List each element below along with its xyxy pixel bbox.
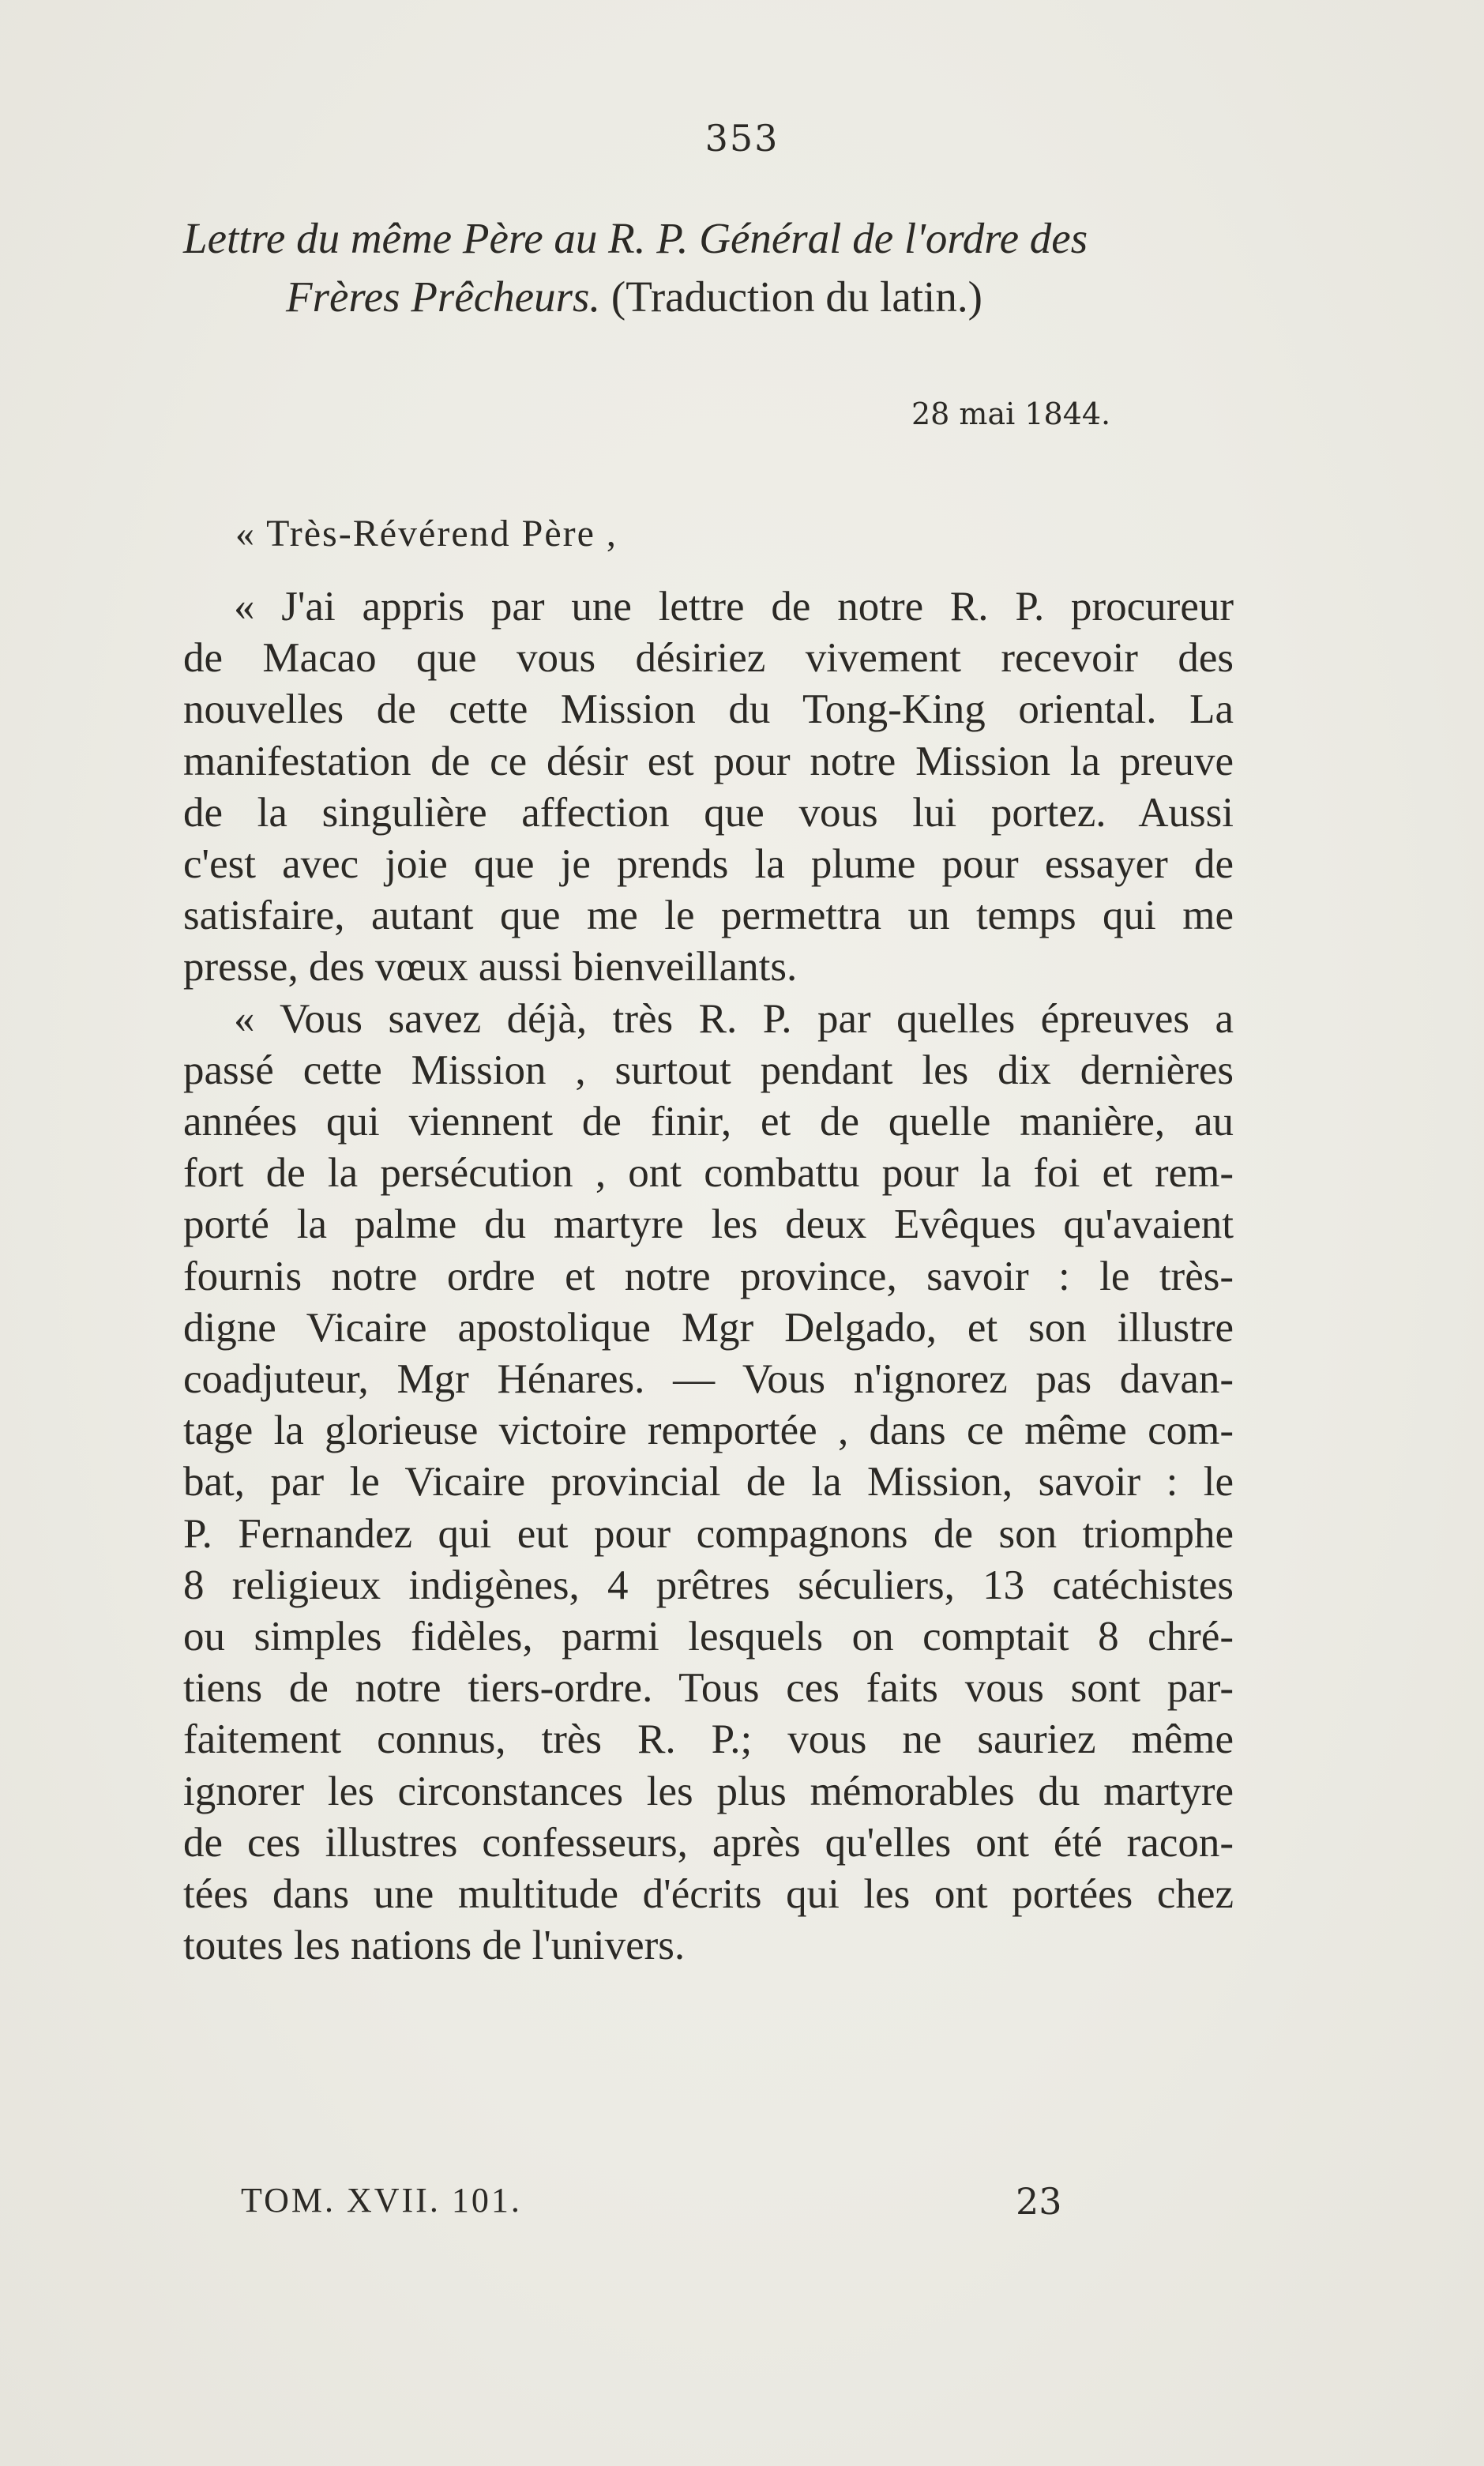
text-line: bat, par le Vicaire provincial de la Mission, savoir : le: [183, 1459, 1234, 1505]
text-line: ignorer les circonstances les plus mémorables du martyre: [183, 1769, 1234, 1814]
text-line: « Vous savez déjà, très R. P. par quelles épreuves a: [234, 996, 1234, 1042]
text-line: digne Vicaire apostolique Mgr Delgado, et son illustre: [183, 1305, 1234, 1351]
heading-italic-text: Lettre du même Père au R. P. Général de l'ordre des: [183, 214, 1088, 262]
text-line: « J'ai appris par une lettre de notre R. P. procureur: [234, 584, 1234, 630]
text-line: 8 religieux indigènes, 4 prêtres séculiers, 13 catéchistes: [183, 1562, 1234, 1608]
text-line: ou simples fidèles, parmi lesquels on comptait 8 chré-: [183, 1614, 1234, 1660]
text-line: manifestation de ce désir est pour notre Mission la preuve: [183, 739, 1234, 784]
text-line: porté la palme du martyre les deux Evêques qu'avaient: [183, 1201, 1234, 1247]
letter-date: 28 mai 1844.: [911, 397, 1111, 431]
text-line: c'est avec joie que je prends la plume pour essayer de: [183, 841, 1234, 887]
page-number: 353: [704, 117, 780, 160]
salutation: « Très-Révérend Père ,: [235, 513, 618, 554]
text-line: années qui viennent de finir, et de quelle manière, au: [183, 1099, 1234, 1145]
text-line: presse, des vœux aussi bienveillants.: [183, 944, 798, 990]
text-line: de Macao que vous désiriez vivement recevoir des: [183, 635, 1234, 681]
text-line: tiens de notre tiers-ordre. Tous ces faits vous sont par-: [183, 1665, 1234, 1711]
text-line: satisfaire, autant que me le permettra un temps qui me: [183, 893, 1234, 938]
text-line: fournis notre ordre et notre province, savoir : le très-: [183, 1254, 1234, 1299]
letter-heading-line-1: [183, 212, 1273, 265]
text-line: coadjuteur, Mgr Hénares. — Vous n'ignorez pas davan-: [183, 1356, 1234, 1402]
text-line: P. Fernandez qui eut pour compagnons de son triomphe: [183, 1511, 1234, 1557]
heading-italic-text: Frères Prêcheurs.: [286, 273, 601, 321]
gathering-number: 23: [1016, 2180, 1062, 2223]
text-line: passé cette Mission , surtout pendant les dix dernières: [183, 1047, 1234, 1093]
text-line: de ces illustres confesseurs, après qu'elles ont été racon-: [183, 1820, 1234, 1866]
text-line: fort de la persécution , ont combattu pour la foi et rem-: [183, 1150, 1234, 1196]
text-line: tées dans une multitude d'écrits qui les ont portées chez: [183, 1871, 1234, 1917]
text-line: faitement connus, très R. P.; vous ne sauriez même: [183, 1716, 1234, 1762]
text-line: toutes les nations de l'univers.: [183, 1923, 686, 1968]
text-line: nouvelles de cette Mission du Tong-King oriental. La: [183, 686, 1234, 732]
text-line: de la singulière affection que vous lui portez. Aussi: [183, 790, 1234, 836]
letter-heading-line-2: [286, 270, 1376, 324]
volume-signature: TOM. XVII. 101.: [241, 2181, 522, 2220]
text-line: tage la glorieuse victoire remportée , dans ce même com-: [183, 1408, 1234, 1453]
heading-translation-note: (Traduction du latin.): [600, 273, 982, 321]
